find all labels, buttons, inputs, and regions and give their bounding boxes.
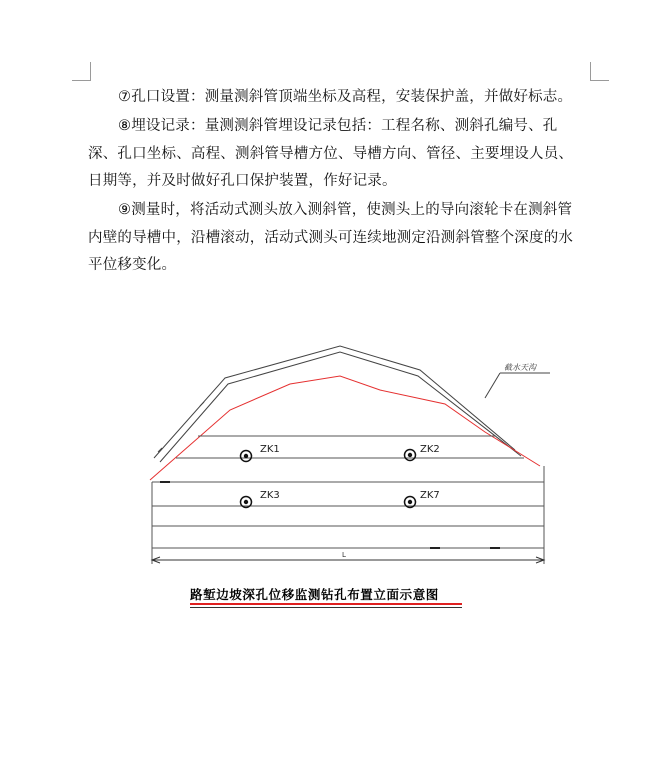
slope-outline-inner <box>160 352 521 462</box>
borehole-label: ZK7 <box>420 490 440 501</box>
borehole-zk1 <box>241 444 280 462</box>
paragraph-text: ⑧埋设记录：量测测斜管埋设记录包括：工程名称、测斜孔编号、孔深、孔口坐标、高程、测斜管导槽方位、导槽方向、管径、主要埋设人员、日期等，并及时做好孔口保护装置，作好记录。 <box>88 118 574 189</box>
borehole-label: ZK1 <box>260 444 280 455</box>
margin-corner-top-left <box>72 62 91 81</box>
excavation-line <box>150 376 540 480</box>
figure-caption: 路堑边坡深孔位移监测钻孔布置立面示意图 <box>190 587 439 602</box>
borehole-zk7 <box>405 490 440 508</box>
dimension-label: L <box>342 551 346 559</box>
slope-tick <box>200 402 204 406</box>
caption-underline-red <box>190 603 462 605</box>
slope-outline-outer <box>154 346 515 458</box>
paragraph-measurement <box>88 197 586 280</box>
margin-corner-top-right <box>590 62 609 81</box>
borehole-label: ZK2 <box>420 444 440 455</box>
paragraph-text: ⑦孔口设置：测量测斜管顶端坐标及高程，安装保护盖，并做好标志。 <box>118 89 573 105</box>
borehole-layout-figure <box>140 340 560 570</box>
annotation-label: 截水天沟 <box>504 363 536 372</box>
borehole-label: ZK3 <box>260 490 280 501</box>
borehole-zk3 <box>241 490 280 508</box>
paragraph-burial-record <box>88 113 586 196</box>
paragraph-orifice-setup <box>88 84 586 112</box>
caption-underline-black <box>190 607 462 608</box>
annotation-leader <box>485 373 500 398</box>
paragraph-text: ⑨测量时，将活动式测头放入测斜管，使测头上的导向滚轮卡在测斜管内壁的导槽中，沿槽滚动，活动式测头可连续地测定沿测斜管整个深度的水平位移变化。 <box>88 202 574 273</box>
